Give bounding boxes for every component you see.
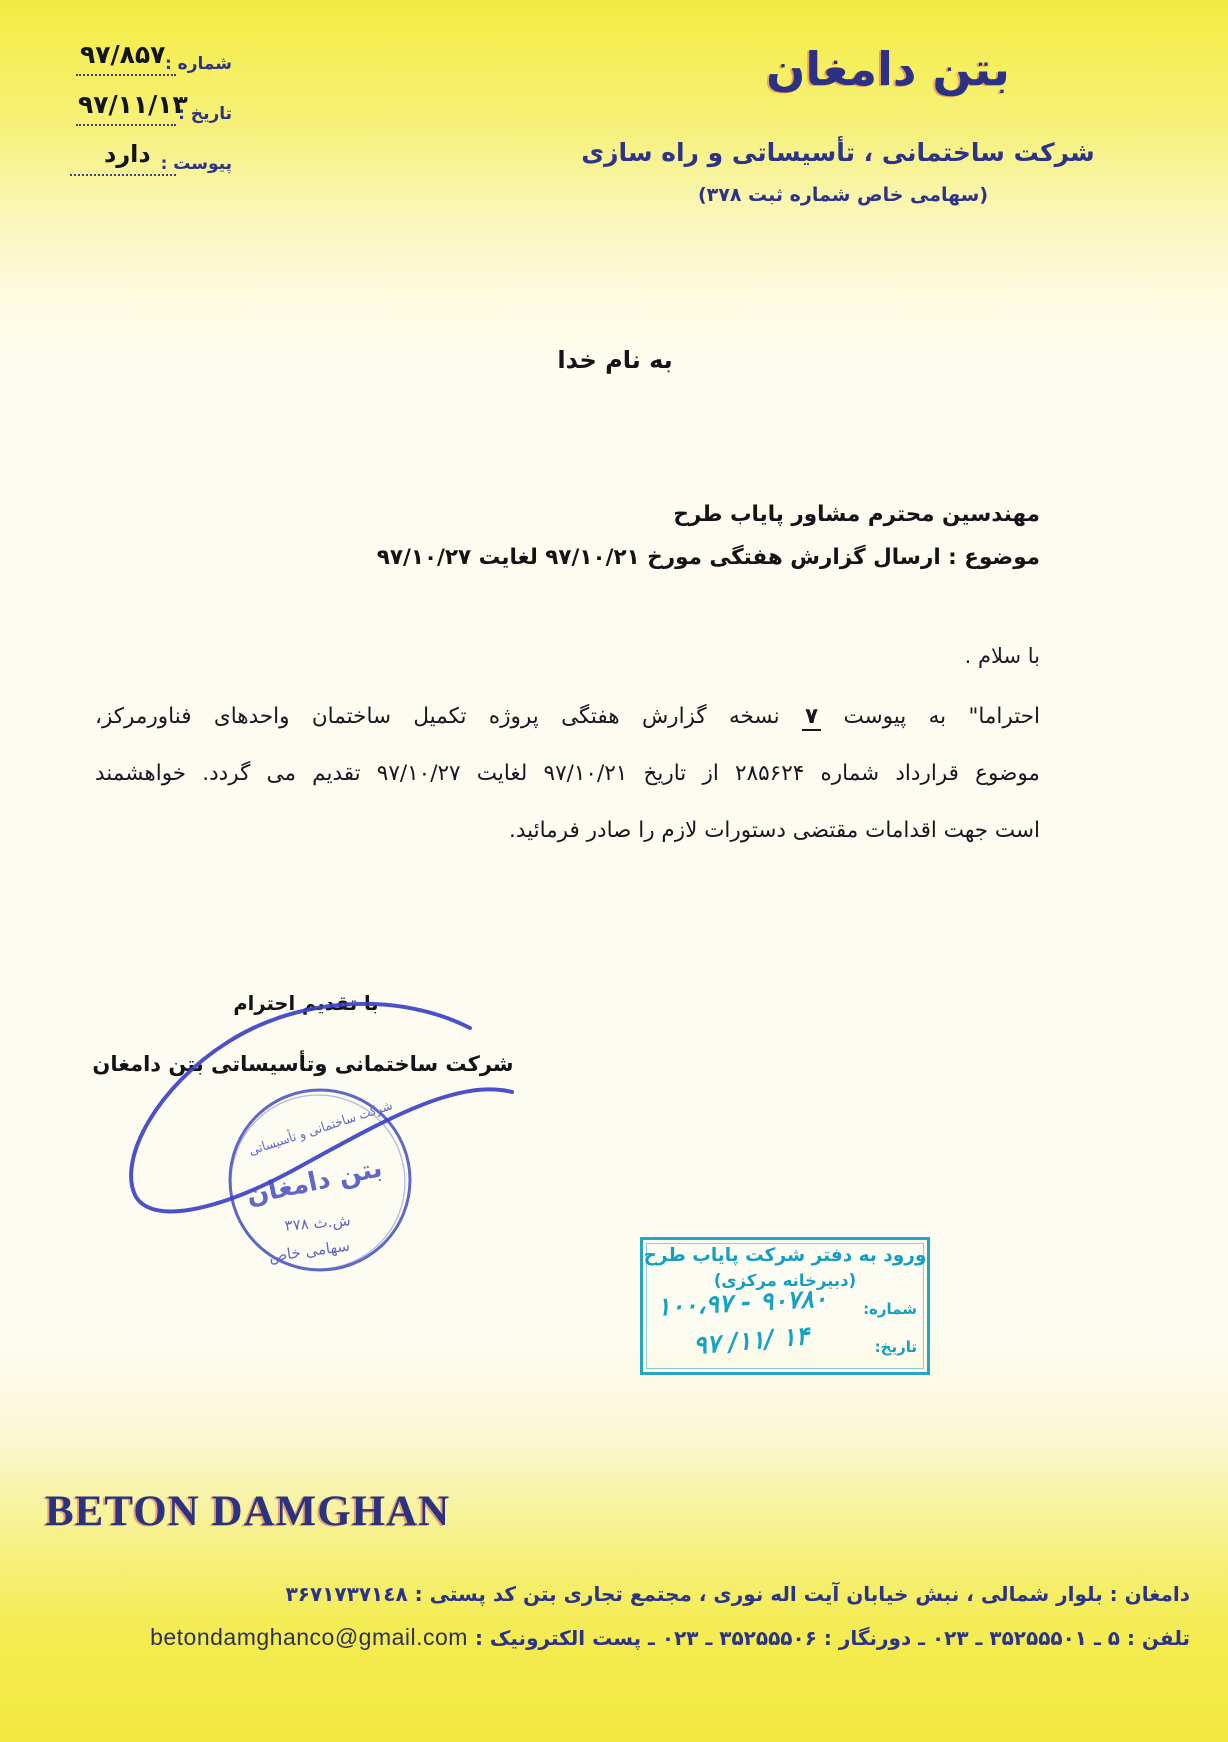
body-line1-post: نسخه گزارش هفتگی پروژه تکمیل ساختمان واحدهای فناورمرکز،	[95, 704, 780, 729]
entry-stamp-subtitle: (دبیرخانه مرکزی)	[713, 1271, 857, 1290]
footer-address-line	[286, 1582, 1190, 1606]
body-line1-pre: احتراما" به پیوست	[843, 704, 1041, 729]
stamp-company-name: بتن دامغان	[243, 1153, 385, 1212]
entry-stamp-title: ورود به دفتر شرکت پایاب طرح	[643, 1245, 927, 1266]
subject-date-to: ۹۷/۱۰/۲۷	[376, 545, 472, 570]
body-line2-post: تقدیم می گردد. خواهشمند	[95, 761, 361, 786]
salutation: با سلام .	[964, 644, 1040, 668]
footer-contact-line	[150, 1624, 1190, 1651]
footer-contact-text: تلفن : ۵ ـ ۳۵۲۵۵۵۰۱ ـ ۰۲۳ ـ دورنگار : ۳۵۲۵۵۵۰۶ ـ ۰۲۳ ـ پست الکترونیک :	[474, 1626, 1190, 1650]
ref-date-label: تاریخ :	[178, 104, 232, 124]
body-line2-pre: موضوع قرارداد شماره ۲۸۵۶۲۴ از تاریخ	[643, 761, 1040, 786]
signature-company-name: شرکت ساختمانی وتأسیساتی بتن دامغان	[92, 1052, 514, 1076]
ref-number-label: شماره :	[164, 54, 232, 74]
company-subtitle: شرکت ساختمانی ، تأسیساتی و راه سازی	[581, 138, 1095, 167]
brand-latin-name: BETON DAMGHAN	[45, 1488, 451, 1535]
entry-stamp	[640, 1237, 930, 1375]
body-date-to: ۹۷/۱۰/۲۷	[376, 761, 461, 786]
footer-email: betondamghanco@gmail.com	[150, 1624, 468, 1650]
company-name: بتن دامغان	[766, 42, 1010, 96]
closing-phrase: با تقدیم احترام	[233, 992, 379, 1015]
stamp-ring-text: شرکت ساختمانی و تأسیساتی	[247, 1095, 405, 1159]
ref-date-value: ۹۷/۱۱/۱۳	[78, 90, 188, 119]
entry-stamp-number-value: ۱۰۰،۹۷ - ۹۰۷۸۰	[656, 1283, 828, 1322]
body-line2-until: لغایت	[476, 761, 528, 786]
stamp-registration: ش.ث ۳۷۸	[283, 1211, 352, 1235]
subject-until: لغایت	[478, 545, 538, 570]
stamp-company-type: سهامی خاص	[267, 1236, 351, 1266]
entry-stamp-number-label: شماره:	[863, 1300, 917, 1318]
company-registration: (سهامی خاص شماره ثبت ۳۷۸)	[697, 184, 989, 206]
subject-prefix: موضوع : ارسال گزارش هفتگی مورخ	[647, 545, 1040, 570]
ref-attachment-label: پیوست :	[160, 154, 232, 174]
body-line-3: است جهت اقدامات مقتضی دستورات لازم را صادر فرمائید.	[508, 818, 1040, 843]
round-company-stamp	[230, 1090, 410, 1270]
entry-stamp-date-value: ۹۷ /۱۱/ ۱۴	[691, 1320, 811, 1361]
ref-number-value: ۹۷/۸۵۷	[80, 40, 166, 69]
addressee-line: مهندسین محترم مشاور پایاب طرح	[673, 502, 1040, 527]
copies-count: ۷	[802, 704, 821, 731]
bismillah: به نام خدا	[557, 346, 673, 374]
subject-date-from: ۹۷/۱۰/۲۱	[545, 545, 640, 570]
footer-address-text: دامغان : بلوار شمالی ، نبش خیابان آیت اله نوری ، مجتمع تجاری بتن کد پستی :	[414, 1582, 1190, 1606]
body-date-from: ۹۷/۱۰/۲۱	[543, 761, 628, 786]
ref-attachment-value: دارد	[104, 140, 151, 168]
footer-postal-code: ۳۶۷۱۷۳۷۱٤۸	[285, 1582, 408, 1606]
entry-stamp-date-label: تاریخ:	[874, 1338, 917, 1356]
